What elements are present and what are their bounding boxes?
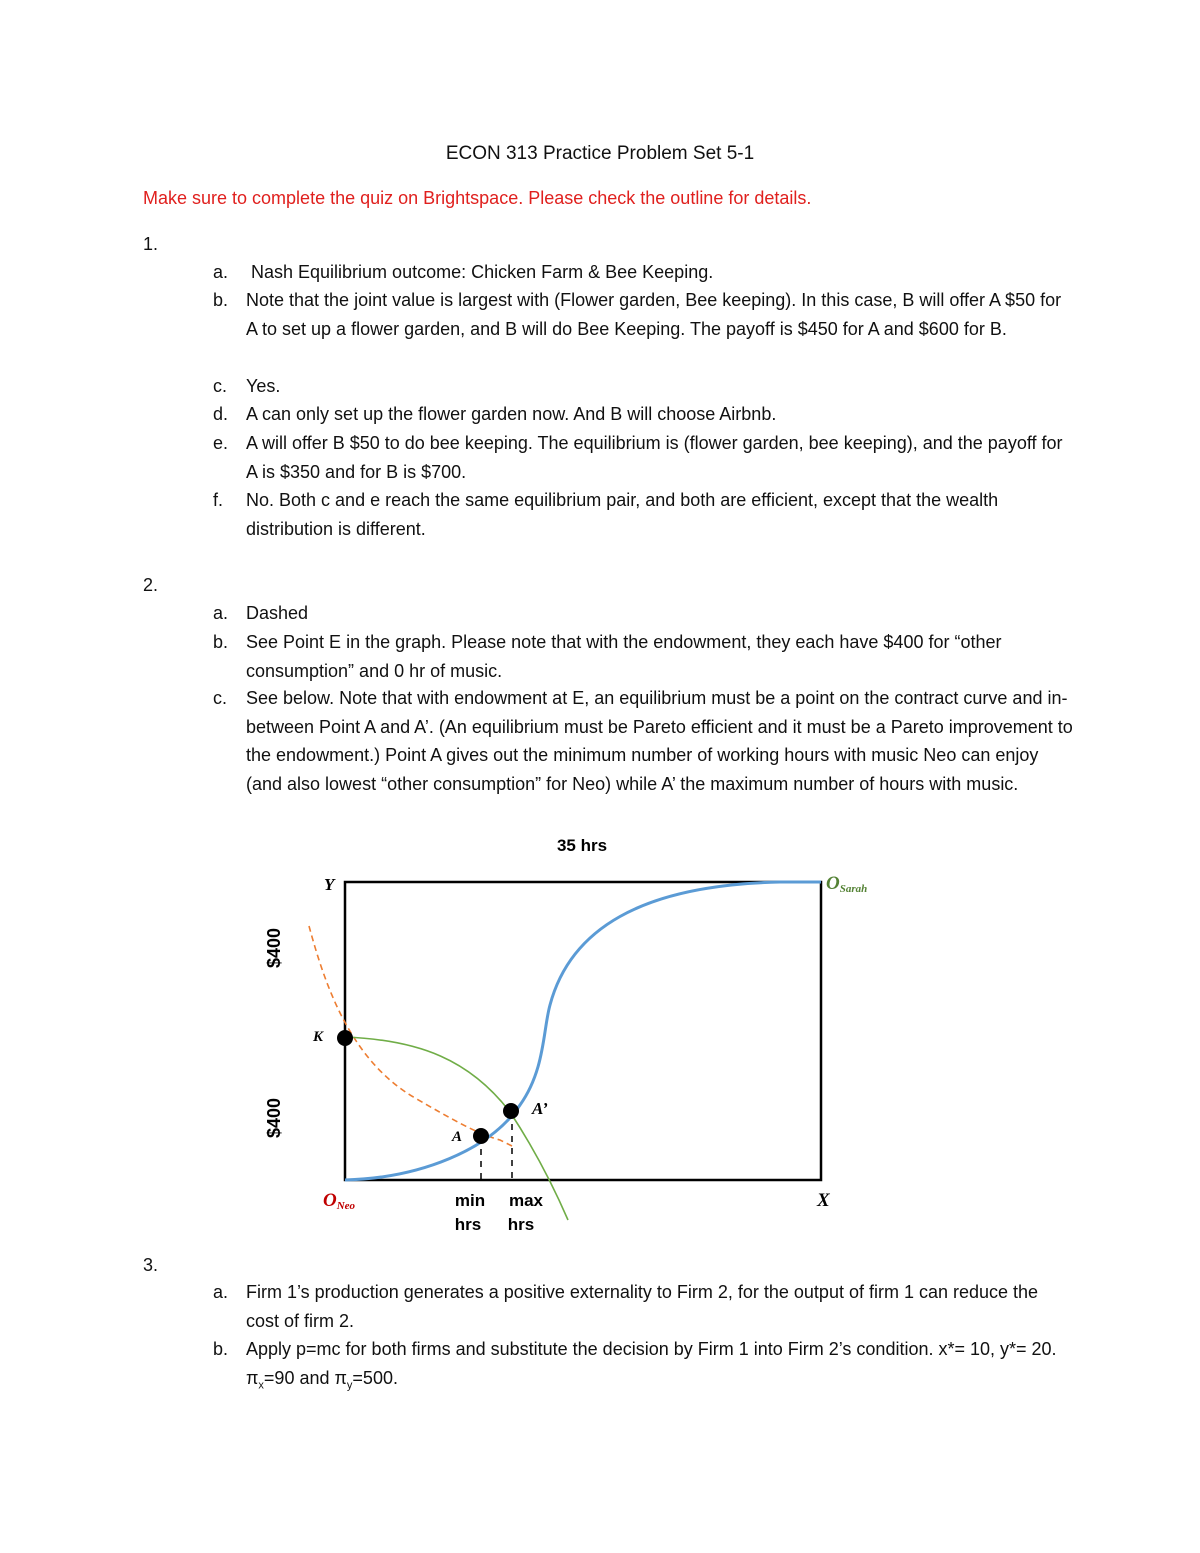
profit-x-value: =90 and (263, 1367, 335, 1388)
y-axis-label: Y (324, 875, 335, 894)
q1-item-b-label: b. (213, 290, 229, 310)
q3-item-b-body: Apply p=mc for both firms and substitute the decision by Firm 1 into Firm 2’s condition. x*= 10, y*= 20. (246, 1339, 1057, 1359)
q3-item-b (213, 1335, 1073, 1400)
q1-item-e-text: A will offer B $50 to do bee keeping. The equilibrium is (flower garden, bee keeping), and the payoff for A is $350 and for B is $700. (246, 433, 1063, 482)
q1-item-f-text: No. Both c and e reach the same equilibrium pair, and both are efficient, except that the wealth distribution is different. (246, 490, 999, 539)
q3-item-b-label: b. (213, 1339, 229, 1359)
q1-item-a-label: a. (213, 262, 229, 282)
point-a-prime-marker (503, 1103, 519, 1119)
q1-item-f-label: f. (213, 490, 224, 510)
x-axis-label: X (817, 1190, 830, 1211)
min-hrs-label-line1: min (454, 1191, 486, 1210)
origin-sarah-label: OSarah (826, 873, 868, 895)
q1-item-b-text: Note that the joint value is largest with (Flower garden, Bee keeping). In this case, B will offer A $50 for A to set up a flower garden, and B will do Bee Keeping. The payoff is $450 for A and $600 for B. (246, 290, 1062, 339)
q1-item-c-label: c. (213, 376, 228, 396)
q3-item-a-label: a. (213, 1282, 229, 1302)
page-title: ECON 313 Practice Problem Set 5-1 (445, 143, 755, 164)
brightspace-notice: Make sure to complete the quiz on Brightspace. Please check the outline for details. (143, 188, 812, 208)
q1-item-e-label: e. (213, 433, 229, 453)
money-label-top: $400 (264, 927, 284, 969)
profit-x-symbol: π (246, 1367, 259, 1388)
money-label-bottom: $400 (264, 1097, 284, 1139)
q2-item-c-text: See below. Note that with endowment at E, an equilibrium must be a point on the contract curve and in-between Point A and A’. (An equilibrium must be Pareto efficient and it must be a Pareto improvement to the endowment.) Point A gives out the minimum number of working hours with music Neo can enjoy (and also lowest “other consumption” for Neo) while A’ the maximum number of hours with music. (246, 688, 1073, 794)
point-a-marker (473, 1128, 489, 1144)
edgeworth-box (345, 882, 821, 1180)
contract-curve (345, 882, 821, 1180)
q3-item-b-text (246, 1335, 1073, 1400)
profit-y-value: =500. (352, 1367, 398, 1388)
q3-item-a (213, 1278, 1073, 1335)
q2-item-c-label: c. (213, 688, 228, 708)
question-3-number: 3. (143, 1255, 159, 1275)
q1-item-c-text: Yes. (246, 376, 281, 396)
min-hrs-label-line2: hrs (454, 1215, 482, 1234)
point-a-label: A (452, 1129, 463, 1145)
profit-y-symbol: π (334, 1367, 347, 1388)
profit-x-subscript: x (258, 1379, 264, 1392)
question-1-number: 1. (143, 234, 159, 254)
point-k-marker (337, 1030, 353, 1046)
graph-top-label: 35 hrs (556, 836, 608, 855)
q2-item-b-label: b. (213, 632, 229, 652)
q3-item-a-text: Firm 1’s production generates a positive externality to Firm 2, for the output of firm 1 can reduce the cost of firm 2. (246, 1282, 1039, 1331)
max-hrs-label-line2: hrs (507, 1215, 535, 1234)
q1-item-d-label: d. (213, 404, 229, 424)
origin-neo-label: ONeo (323, 1190, 356, 1212)
q1-item-a-text: Nash Equilibrium outcome: Chicken Farm & Bee Keeping. (246, 262, 714, 282)
q2-item-b-text: See Point E in the graph. Please note that with the endowment, they each have $400 for “other consumption” and 0 hr of music. (246, 632, 1002, 681)
profit-y-subscript: y (346, 1379, 353, 1392)
q1-item-d-text: A can only set up the flower garden now. And B will choose Airbnb. (246, 404, 777, 424)
max-hrs-label-line1: max (508, 1191, 544, 1210)
point-a-prime-label: A’ (532, 1099, 548, 1118)
q2-item-a-label: a. (213, 603, 229, 623)
point-k-label: K (313, 1029, 324, 1045)
question-2-number: 2. (143, 575, 159, 595)
q2-item-a-text: Dashed (246, 603, 309, 623)
